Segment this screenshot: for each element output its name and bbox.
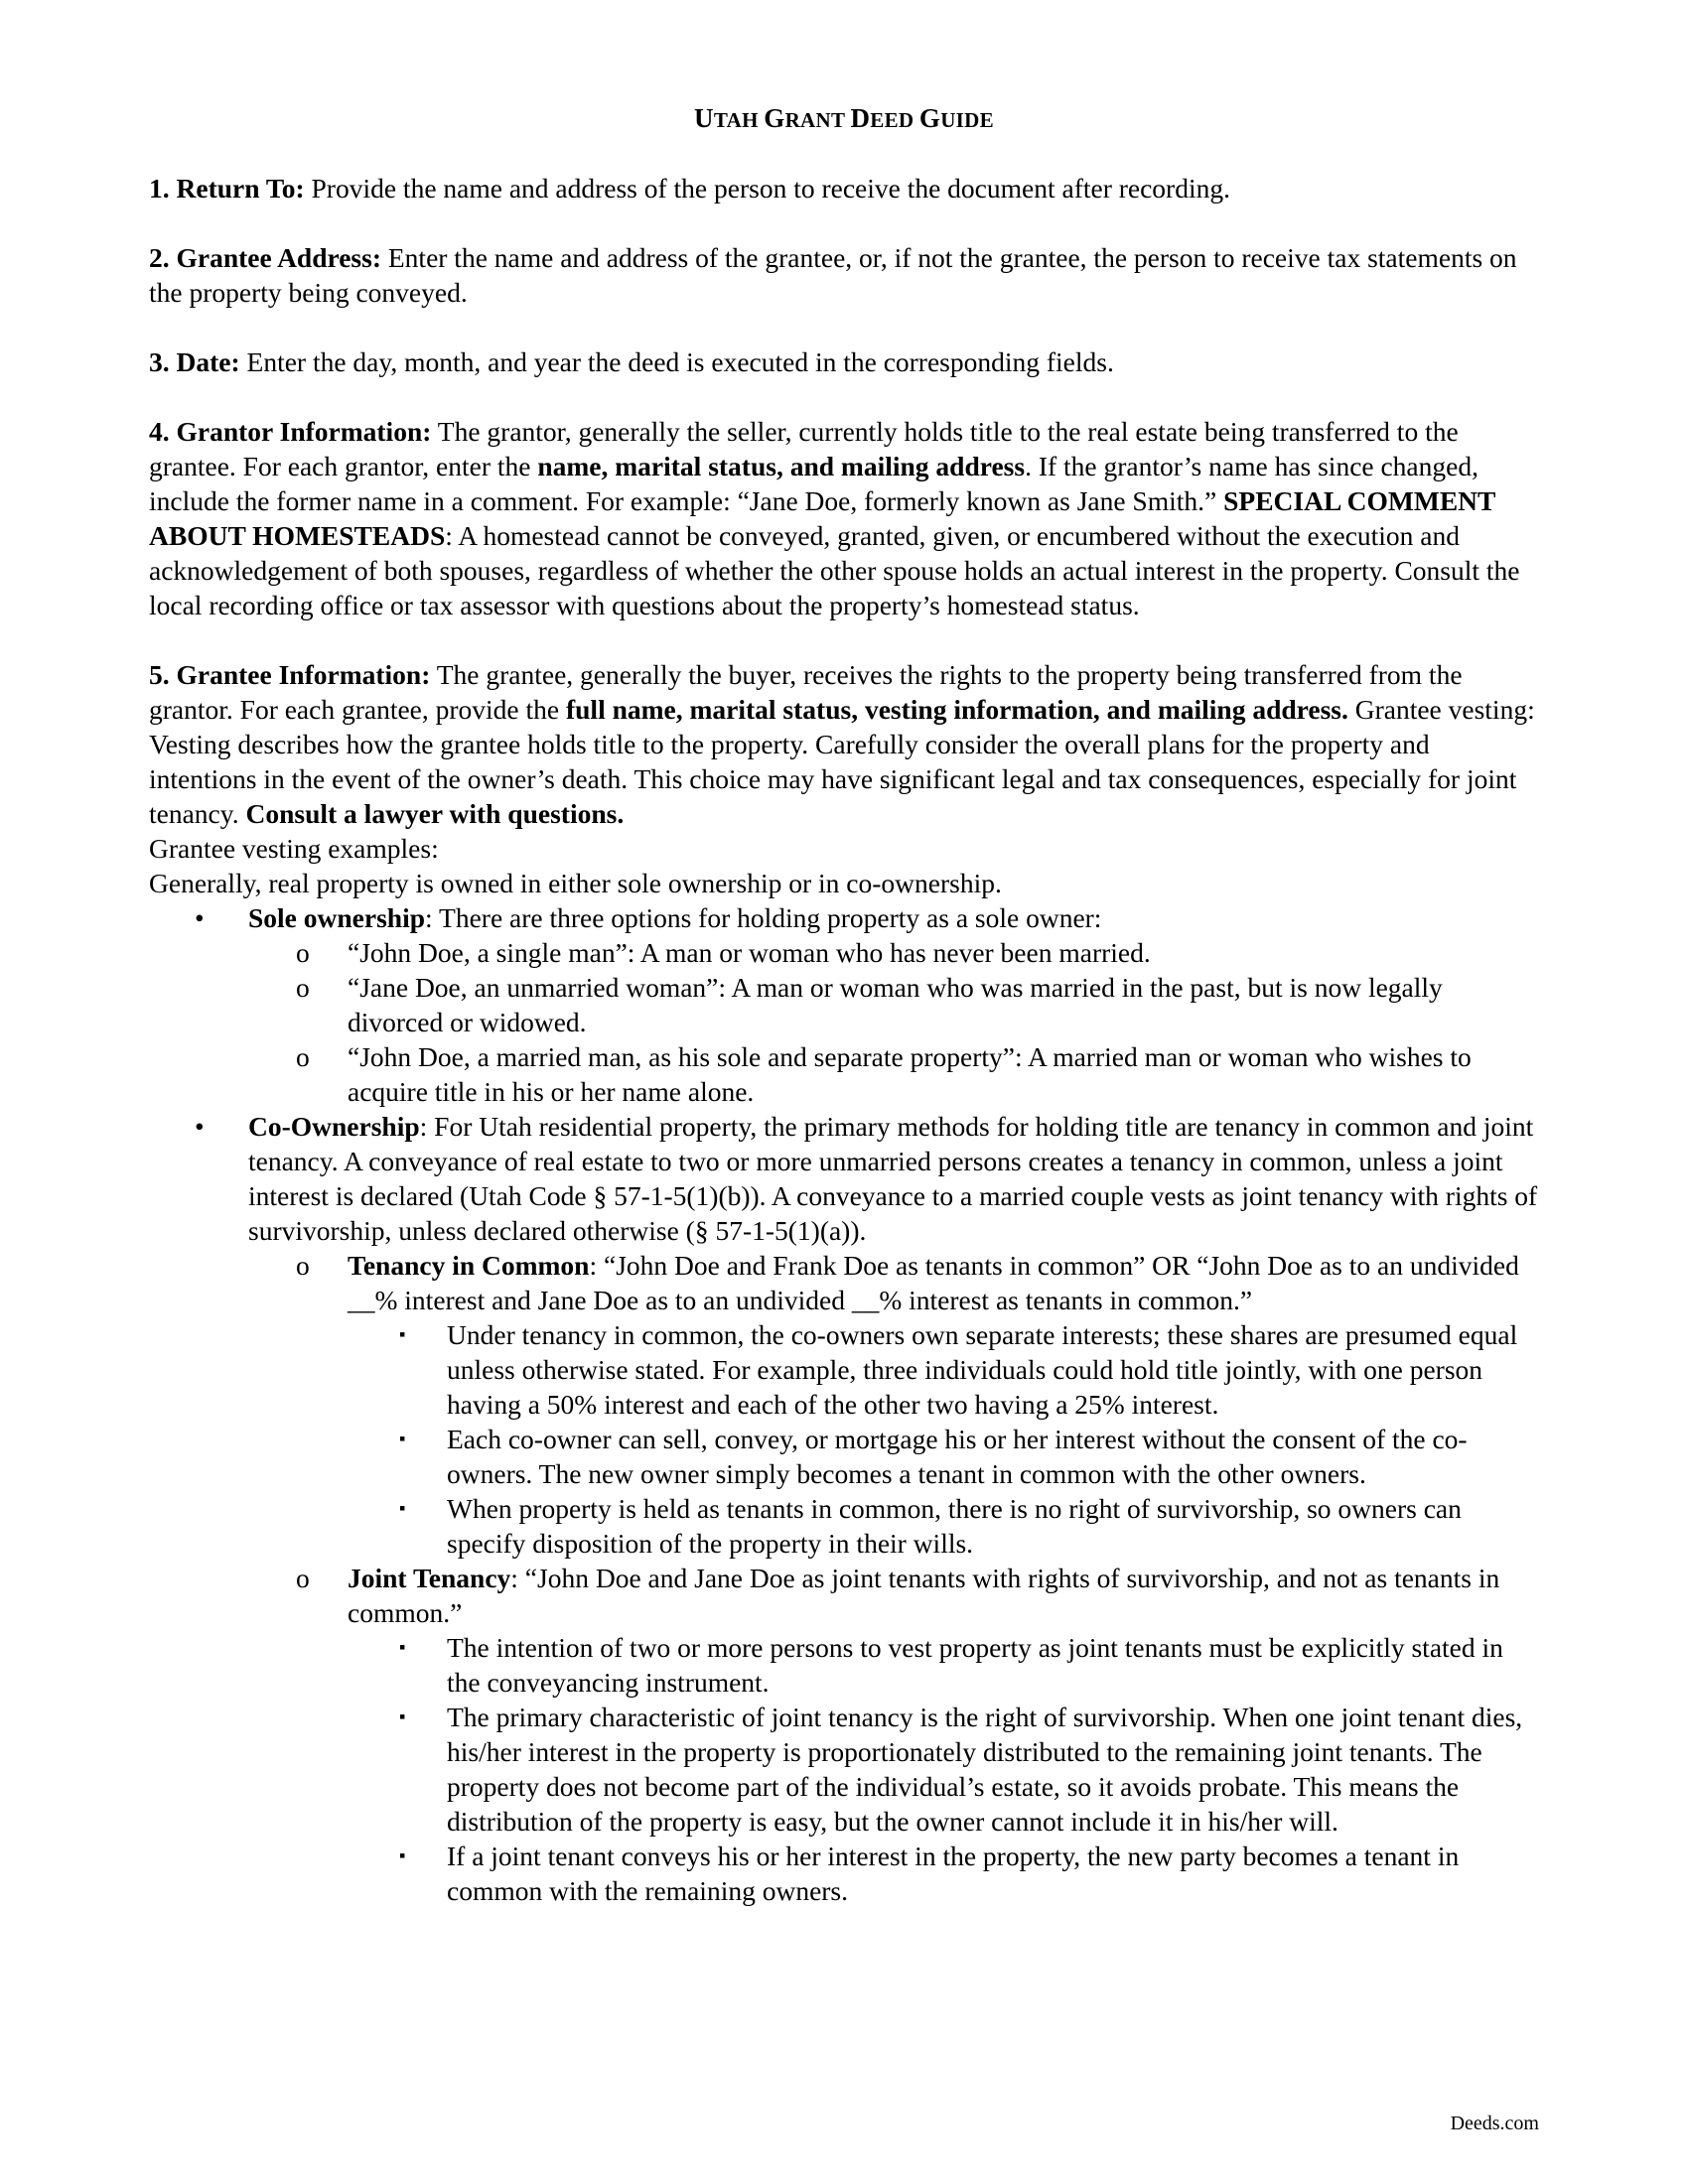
section-label: 1. Return To:	[149, 173, 305, 204]
section-return-to: 1. Return To: Provide the name and address of the person to receive the document after recording.	[149, 173, 1230, 204]
section-label: 3. Date:	[149, 346, 240, 377]
list-item-co-ownership: • Co-Ownership: For Utah residential property, the primary methods for holding title are tenancy in common and joint tenancy. A conveyance of real estate to two or more unmarried persons creates a tenancy in common, unless a joint interest is declared (Utah Code § 57-1-5(1)(b)). A conveyance to a married couple vests as joint tenancy with rights of survivorship, unless declared otherwise (§ 57-1-5(1)(a)). o Tenancy in Common: “John Doe and Frank Doe as tenants in common” OR “John Doe as to an undivided __% interest and Jane Doe as to an undivided __% interest as tenants in common.” ▪ Under tenancy in common, the co-owners own separate interests; these shares are presumed equal unless otherwise stated. For example, three individuals could hold title jointly, with one person having a 50% interest and each of the other two having a 25% interest. ▪ Each co-owner can sell, convey, or mortgage his or her interest without the consent of the co-owners. The new owner simply becomes a tenant in common with the other owners. ▪ When property is held as tenants in common, there is no right of survivorship, so owners can specify disposition of the property in their wills. o Joint Tenancy: “John Doe and Jane Doe as joint tenants with rights of survivorship, and not as tenants in common.” ▪ The intention of two or more persons to vest property as joint tenants must be explicitly stated in the conveyancing instrument. ▪ The primary characteristic of joint tenancy is the right of survivorship. When one joint tenant dies, his/her interest in the property is proportionately distributed to the remaining joint tenants. The property does not become part of the individual’s estate, so it avoids probate. This means the distribution of the property is easy, but the owner cannot include it in his/her will. ▪ If a joint tenant conveys his or her interest in the property, the new party becomes a tenant in common with the remaining owners.	[195, 1111, 1538, 1906]
circle-bullet-icon: o	[296, 972, 310, 1003]
list-item-sole-ownership: • Sole ownership: There are three options for holding property as a sole owner: o “John Doe, a single man”: A man or woman who has never been married. o “Jane Doe, an unmarried woman”: A man or woman who was married in the past, but is now legally divorced or widowed. o “John Doe, a married man, as his sole and separate property”: A married man or woman who wishes to acquire title in his or her name alone.	[149, 900, 1539, 1109]
homestead-comment-label: SPECIAL COMMENT ABOUT HOMESTEADS	[149, 485, 1495, 551]
list-item: ▪ Under tenancy in common, the co-owners own separate interests; these shares are presumed equal unless otherwise stated. For example, three individuals could hold title jointly, with one person having a 50% interest and each of the other two having a 25% interest.	[399, 1319, 1518, 1420]
section-grantee-information: 5. Grantee Information: The grantee, generally the buyer, receives the rights to the property being transferred from the grantor. For each grantee, provide the full name, marital status, vesting information, and mailing address. Grantee vesting: Vesting describes how the grantee holds title to the property. Carefully consider the overall plans for the property and intentions in the event of the owner’s death. This choice may have significant legal and tax consequences, especially for joint tenancy. Consult a lawyer with questions. Grantee vesting examples: Generally, real property is owned in either sole ownership or in co-ownership. • Sole ownership: There are three options for holding property as a sole owner: o “John Doe, a single man”: A man or woman who has never been married. o “Jane Doe, an unmarried woman”: A man or woman who was married in the past, but is now legally divorced or widowed. o “John Doe, a married man, as his sole and separate property”: A married man or woman who wishes to acquire title in his or her name alone. • Co-Ownership: For Utah residential property, the primary methods for holding title are tenancy in common and joint tenancy. A conveyance of real estate to two or more unmarried persons creates a tenancy in common, unless a joint interest is declared (Utah Code § 57-1-5(1)(b)). A conveyance to a married couple vests as joint tenancy with rights of survivorship, unless declared otherwise (§ 57-1-5(1)(a)). o Tenancy in Common: “John Doe and Frank Doe as tenants in common” OR “John Doe as to an undivided __% interest and Jane Doe as to an undivided __% interest as tenants in common.” ▪ Under tenancy in common, the co-owners own separate interests; these shares are presumed equal unless otherwise stated. For example, three individuals could hold title jointly, with one person having a 50% interest and each of the other two having a 25% interest. ▪ Each co-owner can sell, convey, or mortgage his or her interest without the consent of the co-owners. The new owner simply becomes a tenant in common with the other owners. ▪ When property is held as tenants in common, there is no right of survivorship, so owners can specify disposition of the property in their wills. o Joint Tenancy: “John Doe and Jane Doe as joint tenants with rights of survivorship, and not as tenants in common.” ▪ The intention of two or more persons to vest property as joint tenants must be explicitly stated in the conveyancing instrument. ▪ The primary characteristic of joint tenancy is the right of survivorship. When one joint tenant dies, his/her interest in the property is proportionately distributed to the remaining joint tenants. The property does not become part of the individual’s estate, so it avoids probate. This means the distribution of the property is easy, but the owner cannot include it in his/her will. ▪ If a joint tenant conveys his or her interest in the property, the new party becomes a tenant in common with the remaining owners.	[149, 659, 1538, 1906]
bullet-icon: •	[195, 902, 205, 933]
circle-bullet-icon: o	[296, 1041, 310, 1072]
list-item-joint-tenancy: o Joint Tenancy: “John Doe and Jane Doe as joint tenants with rights of survivorship, and not as tenants in common.” ▪ The intention of two or more persons to vest property as joint tenants must be explicitly stated in the conveyancing instrument. ▪ The primary characteristic of joint tenancy is the right of survivorship. When one joint tenant dies, his/her interest in the property is proportionately distributed to the remaining joint tenants. The property does not become part of the individual’s estate, so it avoids probate. This means the distribution of the property is easy, but the owner cannot include it in his/her will. ▪ If a joint tenant conveys his or her interest in the property, the new party becomes a tenant in common with the remaining owners.	[248, 1561, 1539, 1908]
square-bullet-icon: ▪	[399, 1637, 406, 1657]
sole-ownership-options	[248, 935, 1539, 1109]
square-bullet-icon: ▪	[399, 1324, 406, 1344]
section-date: 3. Date: Enter the day, month, and year the deed is executed in the corresponding fields.	[149, 346, 1114, 377]
list-item: o “Jane Doe, an unmarried woman”: A man or woman who was married in the past, but is now legally divorced or widowed.	[296, 972, 1443, 1037]
list-item-tenancy-in-common: o Tenancy in Common: “John Doe and Frank Doe as tenants in common” OR “John Doe as to an undivided __% interest and Jane Doe as to an undivided __% interest as tenants in common.” ▪ Under tenancy in common, the co-owners own separate interests; these shares are presumed equal unless otherwise stated. For example, three individuals could hold title jointly, with one person having a 50% interest and each of the other two having a 25% interest. ▪ Each co-owner can sell, convey, or mortgage his or her interest without the consent of the co-owners. The new owner simply becomes a tenant in common with the other owners. ▪ When property is held as tenants in common, there is no right of survivorship, so owners can specify disposition of the property in their wills.	[248, 1248, 1539, 1561]
list-item: ▪ If a joint tenant conveys his or her interest in the property, the new party becomes a tenant in common with the remaining owners.	[399, 1841, 1460, 1906]
list-item: o “John Doe, a married man, as his sole and separate property”: A married man or woman who wishes to acquire title in his or her name alone.	[296, 1041, 1472, 1107]
tenancy-in-common-details	[348, 1317, 1539, 1561]
section-label: 2. Grantee Address:	[149, 242, 381, 273]
square-bullet-icon: ▪	[399, 1429, 406, 1448]
list-item: ▪ The intention of two or more persons to vest property as joint tenants must be explicitly stated in the conveyancing instrument.	[399, 1632, 1503, 1698]
page-title: UTAH GRANT DEED GUIDE	[694, 103, 994, 133]
section-label: 5. Grantee Information:	[149, 659, 431, 690]
joint-tenancy-details	[348, 1630, 1539, 1908]
circle-bullet-icon: o	[296, 937, 310, 968]
list-item: ▪ Each co-owner can sell, convey, or mortgage his or her interest without the consent of the co-owners. The new owner simply becomes a tenant in common with the other owners.	[399, 1424, 1468, 1489]
bullet-icon: •	[195, 1111, 205, 1142]
square-bullet-icon: ▪	[399, 1706, 406, 1726]
square-bullet-icon: ▪	[399, 1498, 406, 1518]
co-ownership-options	[248, 1248, 1539, 1908]
section-grantor-information: 4. Grantor Information: The grantor, generally the seller, currently holds title to the real estate being transferred to the grantee. For each grantor, enter the name, marital status, and mailing address. If the grantor’s name has since changed, include the former name in a comment. For example: “Jane Doe, formerly known as Jane Smith.” SPECIAL COMMENT ABOUT HOMESTEADS: A homestead cannot be conveyed, granted, given, or encumbered without the execution and acknowledgement of both spouses, regardless of whether the other spouse holds an actual interest in the property. Consult the local recording office or tax assessor with questions about the property’s homestead status.	[149, 416, 1520, 620]
square-bullet-icon: ▪	[399, 1845, 406, 1865]
circle-bullet-icon: o	[296, 1563, 310, 1593]
section-label: 4. Grantor Information:	[149, 416, 432, 447]
circle-bullet-icon: o	[296, 1250, 310, 1281]
guide-content	[149, 171, 1539, 1908]
list-item: ▪ When property is held as tenants in common, there is no right of survivorship, so owners can specify disposition of the property in their wills.	[399, 1493, 1462, 1559]
list-item: o “John Doe, a single man”: A man or woman who has never been married.	[296, 937, 1151, 968]
footer-brand: Deeds.com	[1450, 2113, 1539, 2134]
vesting-list	[149, 900, 1539, 1908]
section-grantee-address: 2. Grantee Address: Enter the name and address of the grantee, or, if not the grantee, the person to receive tax statements on the property being conveyed.	[149, 242, 1517, 308]
list-item: ▪ The primary characteristic of joint tenancy is the right of survivorship. When one joint tenant dies, his/her interest in the property is proportionately distributed to the remaining joint tenants. The property does not become part of the individual’s estate, so it avoids probate. This means the distribution of the property is easy, but the owner cannot include it in his/her will.	[399, 1702, 1523, 1837]
